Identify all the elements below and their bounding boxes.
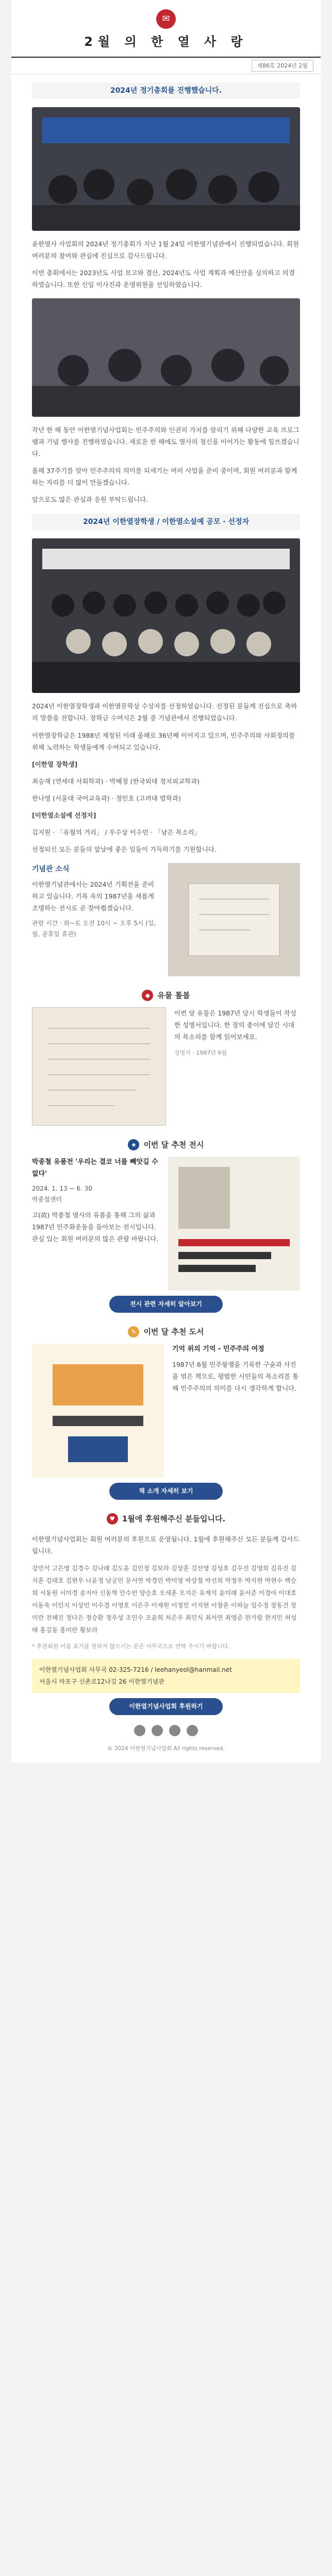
section-title: 2024년 정기총회를 진행했습니다. [110,86,222,95]
meeting-photo-2 [32,298,300,417]
section-title: 2024년 이한열장학생 / 이한열소설예 공모 · 선정자 [82,518,250,526]
paragraph: 선정되신 모든 분들의 앞날에 좋은 일들이 가득하기를 기원합니다. [32,845,217,854]
heart-icon: ♥ [107,1513,118,1524]
paragraph: 이번 달 유물은 1987년 당시 학생들이 작성한 성명서입니다. 한 장의 종이에 담긴 시대의 목소리를 함께 읽어보세요. [174,1009,296,1041]
envelope-icon: ✉ [156,9,176,29]
list-item: 한나영 (서울대 국어교육과) · 정민호 (고려대 법학과) [32,794,181,802]
book-icon: ✎ [128,1326,139,1337]
memorial-text [32,863,160,976]
paragraph: 1987년 6월 민주항쟁을 기록한 구술과 사진을 엮은 책으로, 평범한 시민들의 목소리를 통해 민주주의의 의미를 다시 생각하게 합니다. [172,1361,299,1393]
social-links [11,1720,321,1741]
book-block [32,1344,300,1478]
donor-names: 강민석 고은영 김경수 김나래 김도윤 김민정 김보라 김상훈 김선영 김성호 김수진 김영희 김유진 김지훈 김태호 김현우 나윤정 남궁민 문서연 박경민 박미영 박상철 박선희 박정우 박지현 박현수 백승희 서동원 서미경 송지아 신동혁 안수빈 양승호 오세훈 오지은 유재석 윤미래 윤서준 이경아 이대호 이동욱 이민지 이상민 이수경 이영호 이은주 이재원 이정민 이지현 이창훈 이하늘 임수정 장동건 장미란 전혜진 정다은 정승환 정우성 조민수 조윤희 차은우 최민식 최서연 최영준 한가람 한지민 허성태 홍길동 홍미란 황보라 [32,1564,297,1634]
exhibit-period: 2024. 1. 13 ~ 6. 30 [32,1184,92,1192]
exhibit-icon: ★ [128,1139,139,1150]
memorial-illustration [168,863,300,976]
memorial-photo [168,863,300,976]
artifact-icon: ◆ [142,990,153,1001]
exhibit-poster [168,1157,300,1291]
issue-bar [11,57,321,74]
paragraph: 2024년 이한열장학생과 이한열문학상 수상자를 선정하였습니다. 선정된 분들께 진심으로 축하의 말씀을 전합니다. 장학금 수여식은 2월 중 기념관에서 진행되었습니다. [32,702,297,722]
document-illustration [32,1008,165,1125]
youtube-icon[interactable] [169,1725,180,1736]
book-title: 기억 위의 기억 - 민주주의 여정 [172,1345,264,1353]
book-details-button[interactable]: 책 소개 자세히 보기 [109,1483,223,1500]
paragraph: 올해 37주기를 맞아 민주주의의 의미를 되새기는 여러 사업을 준비 중이며, 회원 여러분과 함께하는 자리를 더 많이 만들겠습니다. [32,466,297,486]
book-cover-illustration [32,1344,164,1478]
poster-illustration [168,1157,300,1291]
artifact-photo [32,1007,166,1126]
list-item: 김지원 · 「유월의 거리」 / 우수상 이수민 · 「남은 목소리」 [32,828,201,837]
memorial-news [32,863,300,976]
exhibit-block [32,1157,300,1291]
section-title: 유물 톺볼 [157,990,190,1000]
section-title: 기념관 소식 [32,865,70,873]
book-text [172,1344,300,1478]
section-heading [32,1512,300,1526]
issue-number: 제86호 2024년 2월 [252,60,314,72]
paragraph: 윤한열사 사업회의 2024년 정기총회가 지난 1월 24일 이한열기념관에서 진행되었습니다. 회원 여러분의 참여와 관심에 진심으로 감사드립니다. [32,240,300,260]
section-title: 이번 달 추천 전시 [143,1140,204,1149]
exhibit-place: 박종철센터 [32,1195,62,1203]
group-photo-illustration [32,538,300,693]
exhibit-details-button[interactable]: 전시 관련 자세히 알아보기 [109,1296,223,1313]
donate-button[interactable]: 이한열기념사업회 후원하기 [109,1698,223,1715]
section-body [32,424,300,506]
instagram-icon[interactable] [152,1725,163,1736]
list-title: [이한열 장학생] [32,760,78,768]
caption: 성명서 · 1987년 6월 [174,1049,227,1057]
paragraph: 고(故) 박종철 열사의 유품을 통해 그의 삶과 1987년 민주화운동을 돌아보는 전시입니다. 관심 있는 회원 여러분의 많은 관람 바랍니다. [32,1211,159,1243]
newsletter-title: 2월 의 한 열 사 랑 [84,35,248,49]
section-banner [32,514,300,530]
copyright: © 2024 이한열기념사업회 All rights reserved. [107,1745,225,1752]
section-heading [32,1325,300,1338]
paragraph: 앞으로도 많은 관심과 응원 부탁드립니다. [32,496,148,504]
meeting-photo [32,107,300,231]
paragraph: 이한열기념사업회는 회원 여러분의 후원으로 운영됩니다. 1월에 후원해주신 모든 분들께 감사드립니다. [32,1535,300,1555]
donor-section [32,1533,300,1652]
exhibit-text [32,1157,160,1291]
facebook-icon[interactable] [134,1725,145,1736]
notice: * 후원회원 이름 표기를 원하지 않으시는 분은 사무국으로 연락 주시기 바랍니다. [32,1642,230,1650]
opening-hours: 관람 시간 · 화~토 오전 10시 ~ 오후 5시 (일, 월, 공휴일 휴관) [32,920,156,938]
paragraph: 이번 총회에서는 2023년도 사업 보고와 결산, 2024년도 사업 계획과 예산안을 심의하고 의결하였습니다. 또한 신임 이사진과 운영위원을 선임하였습니다. [32,269,295,289]
book-cover [32,1344,164,1478]
header [11,0,321,57]
meeting-photo-illustration [32,107,300,231]
exhibit-name: 박종철 유품전 '우리는 결코 너를 빼앗길 수 없다' [32,1158,158,1178]
contact-note: 이한열기념사업회 사무국 02-325-7216 / leehanyeol@hanmail.net 서울시 마포구 신촌로12나길 26 이한열기념관 [32,1659,300,1693]
paragraph: 이한열장학금은 1988년 제정된 이래 올해로 36년째 이어지고 있으며, 민주주의와 사회정의를 위해 노력하는 학생들에게 수여되고 있습니다. [32,731,295,751]
newsletter [11,0,321,1762]
homepage-icon[interactable] [187,1725,198,1736]
list-item: 최승재 (연세대 사회학과) · 박혜정 (한국외대 정치외교학과) [32,777,200,785]
section-body [32,238,300,291]
section-heading [32,1138,300,1151]
section-banner [32,82,300,99]
paragraph: 이한열기념관에서는 2024년 기획전을 준비하고 있습니다. 기록 속의 1987년을 새롭게 조명하는 전시로 곧 찾아뵙겠습니다. [32,880,154,912]
artifact-block [32,1007,300,1126]
section-heading [32,989,300,1002]
scholarship-photo [32,538,300,693]
section-title: 1월에 후원해주신 분들입니다. [122,1514,226,1524]
list-title: [이한열소설예 선정자] [32,811,96,820]
artifact-text [174,1007,300,1126]
section-title: 이번 달 추천 도서 [143,1327,204,1336]
paragraph: 작년 한 해 동안 이한열기념사업회는 민주주의와 인권의 가치를 알리기 위해 다양한 교육 프로그램과 기념 행사를 진행하였습니다. 새로운 한 해에도 열사의 정신을 이어가는 활동에 힘쓰겠습니다. [32,426,300,457]
section-body [32,700,300,855]
meeting-photo-illustration [32,298,300,417]
